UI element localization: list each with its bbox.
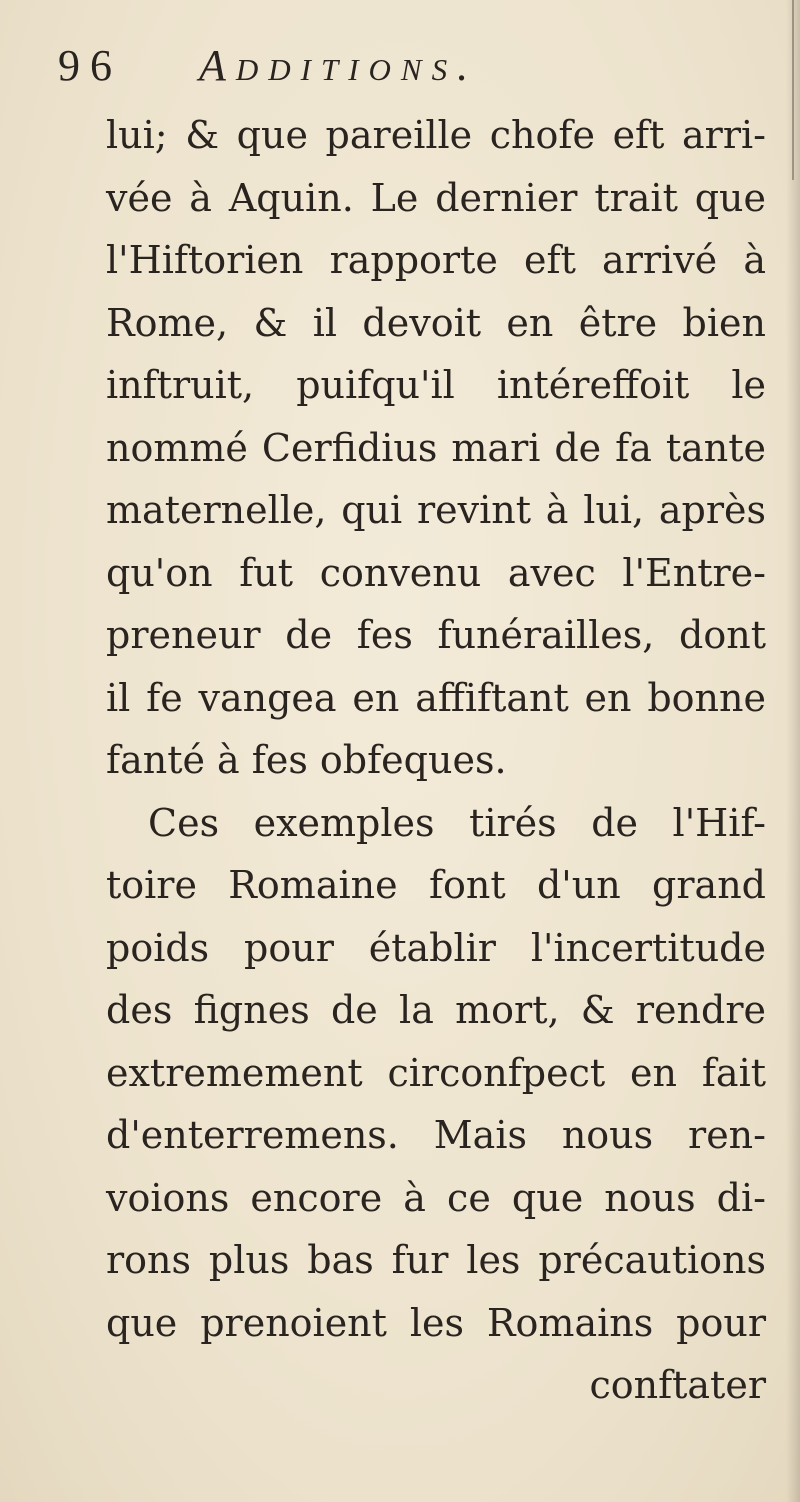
text-line: d'enterremens. Mais nous ren-	[106, 1113, 766, 1157]
text-line: extremement circonfpect en fait	[106, 1050, 766, 1095]
text-line: il fe vangea en affiftant en bonne	[106, 675, 766, 720]
text-line: inftruit, puifqu'il intéreffoit le	[106, 363, 766, 407]
running-head	[58, 40, 758, 100]
catchword: conftater	[589, 1363, 766, 1407]
text-line: Ces exemples tirés de l'Hif-	[148, 800, 766, 845]
text-line: voions encore à ce que nous di-	[106, 1175, 766, 1220]
text-line: toire Romaine font d'un grand	[106, 863, 766, 907]
text-line: rons plus bas fur les précautions	[106, 1238, 766, 1282]
running-title: Additions.	[199, 41, 479, 90]
page-edge-shadow	[786, 0, 800, 1502]
text-line: qu'on fut convenu avec l'Entre-	[106, 550, 766, 595]
text-line: vée à Aquin. Le dernier trait que	[106, 175, 766, 220]
text-line: des fignes de la mort, & rendre	[106, 988, 766, 1032]
text-line: nommé Cerfidius mari de fa tante	[106, 425, 766, 470]
text-line: lui; & que pareille chofe eft arri-	[106, 113, 766, 157]
body-text	[106, 104, 766, 1417]
text-line: poids pour établir l'incertitude	[106, 925, 766, 970]
text-line: l'Hiftorien rapporte eft arrivé à	[106, 238, 766, 282]
page-number: 96	[58, 41, 122, 90]
text-line: preneur de fes funérailles, dont	[106, 613, 766, 657]
text-line: maternelle, qui revint à lui, après	[106, 488, 766, 532]
text-line: fanté à fes obfeques.	[106, 738, 507, 782]
page-edge-line	[792, 0, 794, 180]
text-line: que prenoient les Romains pour	[106, 1300, 766, 1345]
text-line: Rome, & il devoit en être bien	[106, 300, 766, 345]
